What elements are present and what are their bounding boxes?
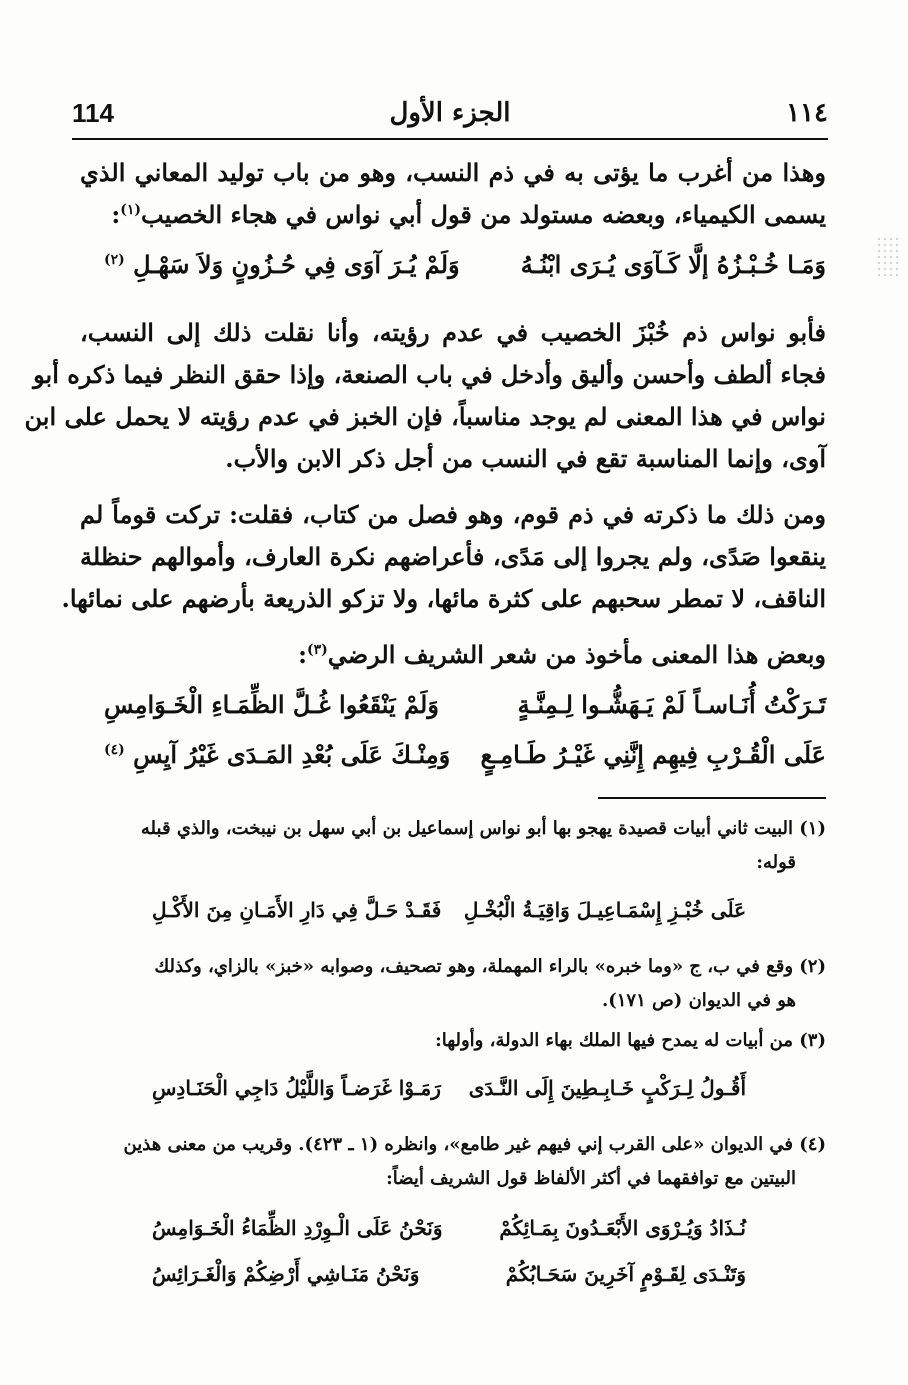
footnote-1-line-1: (١) البيت ثاني أبيات قصيدة يهجو بها أبو نواس إسماعيل بن أبي سهل بن نيبخت، والذي قبله — [140, 818, 826, 839]
paragraph-2-line-4: آوى، وإنما المناسبة تقع في النسب من أجل ذكر الابن والأب. — [225, 444, 826, 473]
page-number-arabic: ١١٤ — [786, 98, 828, 128]
footnote-ref-2[interactable]: (٢) — [104, 252, 125, 268]
footnote-1-line-2: قوله: — [756, 852, 796, 873]
verse-1-first-hemistich: وَمَـا خُـبْـزُهُ إلَّا كَـآوَى يُـرَى ابْنُـهُ — [520, 250, 826, 279]
paragraph-3-line-1: ومن ذلك ما ذكرته في ذم قوم، وهو فصل من كتاب، فقلت: تركت قوماً لم — [80, 500, 826, 529]
footnote-4-line-1: (٤) في الديوان «على القرب إني فيهم غير طامع»، وانظره (١ ـ ٤٢٣). وقريب من معنى هذين — [123, 1134, 826, 1155]
paragraph-2-line-2: فجاء ألطف وأحسن وأليق وأدخل في باب الصنعة، وإذا حقق النظر فيما ذكره أبو — [33, 360, 826, 389]
footnote-1-verse — [80, 898, 826, 932]
footnote-1-verse-second: فَقَـدْ حَـلَّ فِي دَارِ الأَمَـانِ مِنَ الأَكْـلِ — [152, 898, 442, 922]
footnote-ref-3[interactable]: (٣) — [306, 642, 328, 658]
scan-noise — [876, 236, 902, 276]
verse-2-line-2-first: عَلَى الْقُـرْبِ فِيهِم إِنَّنِي غَيْـرُ طَـامِـعٍ — [480, 740, 826, 769]
footnote-4-line-2: البيتين مع توافقهما في أكثر الألفاظ قول الشريف أيضاً: — [386, 1168, 796, 1189]
paragraph-2-line-3: نواس في هذا المعنى لم يوجد مناسباً، فإن الخبز في عدم رؤيته لا يحمل على ابن — [24, 402, 826, 431]
footnote-ref-1[interactable]: (١) — [120, 202, 142, 218]
footnote-4-verse-2 — [80, 1262, 826, 1296]
verse-2-line-1-first: تَـرَكْتُ أُنَـاسـاً لَمْ يَـهَشُّـوا لِـمِنَّـةٍ — [517, 690, 826, 719]
verse-2-line-2-second: وَمِنْـكَ عَلَى بُعْدِ المَـدَى غَيْرُ آيِسِ $^{(٤)}$ — [104, 740, 451, 769]
footnote-2-line-1: (٢) وقع في ب، ج «وما خبره» بالراء المهملة، وهو تصحيف، وصوابه «خبز» بالزاي، وكذلك — [154, 956, 826, 977]
paragraph-1-line-2: يسمى الكيمياء، وبعضه مستولد من قول أبي نواس في هجاء الخصيب$^{(١)}$: — [111, 200, 826, 229]
footnote-3-verse — [80, 1076, 826, 1110]
footnote-1-verse-first: عَلَى خُبْـزِ إِسْمَـاعِيـلَ وَاقِيَـةُ الْبُخْـلِ — [463, 898, 746, 922]
footnote-4-verse-1-first: نُـذَادُ وَيُـرْوَى الأَبْعَـدُونَ بِمَـائِكُمْ — [499, 1216, 746, 1240]
verse-2-line-2 — [80, 740, 826, 784]
running-title: الجزء الأول — [389, 98, 511, 128]
footnote-2-line-2: هو في الديوان (ص ١٧١). — [601, 990, 796, 1011]
running-header — [72, 92, 828, 140]
verse-2-line-1-second: وَلَمْ يَنْقَعُوا غُـلَّ الظِّمَـاءِ الْخَـوَامِسِ — [104, 690, 439, 719]
footnote-4-verse-1 — [80, 1216, 826, 1250]
footnote-4-verse-2-second: وَنَحْنُ مَنَـاشِي أَرْضِكُمْ وَالْغَـرَائِسُ — [152, 1262, 420, 1286]
paragraph-3-line-3: الناقف، لا تمطر سحبهم على كثرة مائها، ولا تزكو الذريعة بأرضهم على نمائها. — [61, 584, 826, 613]
footnote-3-line-1: (٣) من أبيات له يمدح فيها الملك بهاء الدولة، وأولها: — [435, 1030, 826, 1051]
verse-1-second-hemistich: وَلَمْ يُـرَ آوَى فِي حُـزُونٍ وَلاَ سَهْـلِ $^{(٢)}$ — [104, 250, 460, 279]
page-number-latin: 114 — [72, 98, 114, 128]
paragraph-2-line-1: فأبو نواس ذم خُبْزَ الخصيب في عدم رؤيته، وأنا نقلت ذلك إلى النسب، — [80, 318, 826, 347]
footnote-separator — [598, 797, 826, 799]
footnote-3-verse-second: رَمَـوْا غَرَضـاً وَاللَّيْلُ دَاجِي الْحَنَـادِسِ — [152, 1076, 441, 1100]
footnote-4-verse-1-second: وَنَحْنُ عَلَى الْـوِرْدِ الظِّمَاءُ الْخَـوَامِسُ — [152, 1216, 443, 1240]
paragraph-1-line-1: وهذا من أغرب ما يؤتى به في ذم النسب، وهو من باب توليد المعاني الذي — [80, 158, 826, 187]
paragraph-4: وبعض هذا المعنى مأخوذ من شعر الشريف الرضي$^{(٣)}$: — [298, 640, 826, 669]
footnote-4-verse-2-first: وَتَنْـدَى لِقَـوْمٍ آخَرِينَ سَحَـابُكُمْ — [505, 1262, 746, 1286]
verse-1 — [80, 250, 826, 294]
paragraph-3-line-2: ينقعوا صَدًى، ولم يجروا إلى مَدًى، فأعراضهم نكرة العارف، وأموالهم حنظلة — [80, 542, 826, 571]
verse-2-line-1 — [80, 690, 826, 734]
footnote-ref-4[interactable]: (٤) — [104, 742, 125, 758]
footnote-3-verse-first: أَقُـولُ لِـرَكْبٍ خَـابِـطِينَ إِلَى النَّـدَى — [468, 1076, 746, 1100]
